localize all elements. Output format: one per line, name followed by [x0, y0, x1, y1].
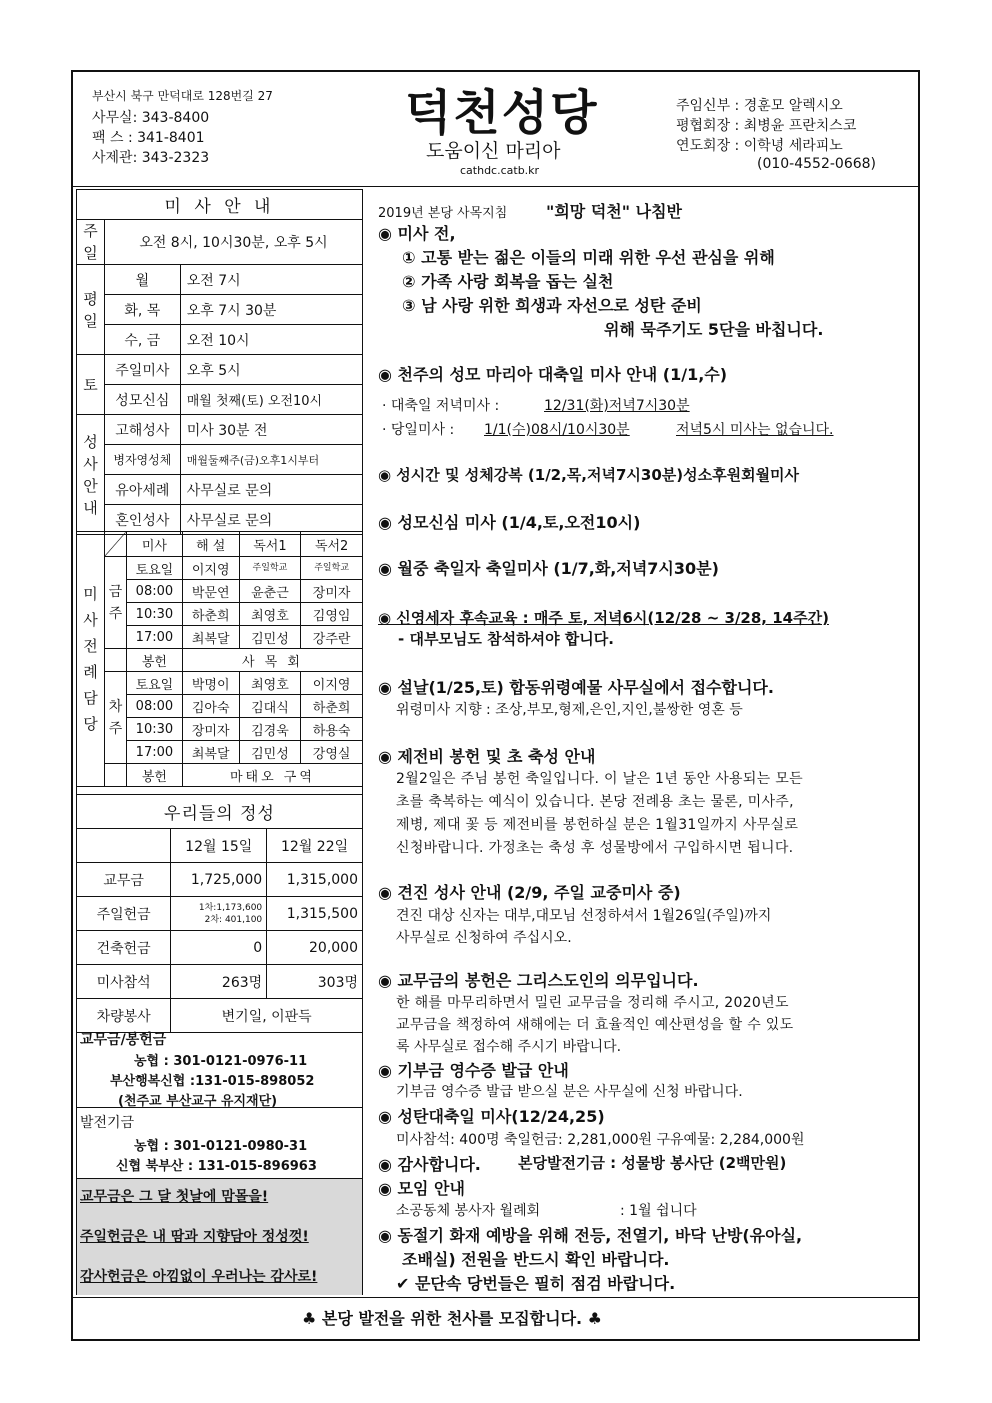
notice-holy-hour: ◉ 성시간 및 성체강복 (1/2,목,저녁7시30분)성소후원회월미사	[378, 466, 800, 484]
roster-cell: 이지영	[301, 672, 363, 695]
sacrament-name: 유아세례	[104, 475, 180, 505]
parish-url[interactable]: cathdc.catb.kr	[460, 164, 540, 177]
week2-label: 차 주	[104, 672, 126, 764]
notice-marian-mass: ◉ 성모신심 미사 (1/4,토,오전10시)	[378, 513, 641, 532]
sunday-label: 주 일	[77, 220, 105, 265]
offering-group: 사 목 회	[182, 649, 362, 672]
sacrament-name: 병자영성체	[104, 445, 180, 475]
slogan: 교무금은 그 달 첫날에 맘몰을!	[80, 1189, 269, 1205]
parish-title: 덕천성당	[405, 85, 599, 141]
roster-cell: 08:00	[126, 695, 182, 718]
roster-cell: 토요일	[126, 672, 182, 695]
footer-recruit: ♣ 본당 발전을 위한 천사를 모집합니다. ♣	[302, 1309, 603, 1328]
finance-value: 20,000	[267, 931, 363, 965]
roster-cell: 장미자	[301, 580, 363, 603]
notice-dues-text: 록 사무실로 접수해 주시기 바랍니다.	[396, 1039, 622, 1055]
roster-cell: 윤춘근	[239, 580, 301, 603]
roster-cell: 주일학교	[301, 557, 363, 580]
saturday-item: 주일미사	[104, 355, 180, 385]
notice-candles-text: 제병, 제대 꽃 등 제전비를 봉헌하실 분은 1월31일까지 사무실로	[396, 817, 799, 833]
notice-thanks-text: 본당발전기금 : 성물방 봉사단 (2백만원)	[518, 1154, 787, 1172]
finance-value: 263명	[171, 965, 267, 999]
weekday-label: 평 일	[77, 265, 105, 355]
finance-label: 주일헌금	[77, 897, 171, 931]
roster-cell: 김민성	[239, 741, 301, 764]
no-evening-mass: 저녁5시 미사는 없습니다.	[676, 422, 834, 438]
prayer-intent-cont: 위해 묵주기도 5단을 바칩니다.	[604, 320, 824, 339]
finance-col2: 12월 22일	[267, 829, 363, 863]
dues-account-1: 농협 : 301-0121-0976-11	[134, 1054, 308, 1069]
notice-meeting: ◉ 모임 안내	[378, 1179, 465, 1198]
week1-label: 금 주	[104, 557, 126, 649]
roster-header: 미사	[126, 532, 182, 557]
region-head-phone: (010-4552-0668)	[757, 156, 877, 172]
slogan: 주일헌금은 내 땀과 지향담아 정성껏!	[80, 1229, 309, 1245]
prayer-intent: ② 가족 사랑 회복을 돕는 실천	[402, 272, 614, 291]
notice-meeting-text: 소공동체 봉사자 월례회	[396, 1203, 541, 1219]
notice-candles-text: 초를 축복하는 예식이 있습니다. 본당 전례용 초는 물론, 미사주,	[396, 794, 794, 810]
roster-cell: 김경욱	[239, 718, 301, 741]
roster-cell: 강주란	[301, 626, 363, 649]
sacrament-name: 혼인성사	[104, 505, 180, 535]
weekday-time: 오전 10시	[180, 325, 362, 355]
notice-neophyte-sub: - 대부모님도 참석하셔야 합니다.	[398, 630, 614, 648]
parish-address: 부산시 북구 만덕대로 128번길 27	[92, 89, 273, 103]
notice-dues-text: 교무금을 책정하여 새해에는 더 효율적인 예산편성을 할 수 있도	[396, 1017, 794, 1033]
liturgy-roster-table	[76, 531, 363, 787]
saturday-time: 매월 첫째(토) 오전10시	[180, 385, 362, 415]
notice-fire: ◉ 동절기 화재 예방을 위해 전등, 전열기, 바닥 난방(유아실,	[378, 1226, 803, 1245]
finance-label: 건축헌금	[77, 931, 171, 965]
roster-cell: 김대식	[239, 695, 301, 718]
finance-title: 우리들의 정성	[77, 795, 363, 829]
roster-cell: 김아숙	[182, 695, 239, 718]
region-head: 연도회장 : 이학녕 세라피노	[676, 138, 843, 154]
saturday-time: 오후 5시	[180, 355, 362, 385]
mass-title: 미 사 안 내	[77, 190, 363, 220]
notice-receipt: ◉ 기부금 영수증 발급 안내	[378, 1061, 569, 1080]
finance-value: 1,315,000	[267, 863, 363, 897]
notice-candles-text: 2월2일은 주님 봉헌 축일입니다. 이 날은 1년 동안 사용되는 모든	[396, 771, 803, 787]
sacrament-info: 미사 30분 전	[180, 415, 362, 445]
finance-col1: 12월 15일	[171, 829, 267, 863]
header-divider	[71, 186, 920, 187]
dev-account-2: 신협 북부산 : 131-015-896963	[116, 1159, 317, 1174]
weekday-day: 수, 금	[104, 325, 180, 355]
roster-cell: 토요일	[126, 557, 182, 580]
notice-meeting-status: : 1월 쉽니다	[620, 1203, 697, 1219]
slogan: 감사헌금은 아낌없이 우러나는 감사로!	[80, 1269, 318, 1285]
rectory-phone: 사제관: 343-2323	[92, 150, 210, 166]
roster-cell: 장미자	[182, 718, 239, 741]
roster-cell: 08:00	[126, 580, 182, 603]
roster-cell: 최복달	[182, 626, 239, 649]
sunday-times: 오전 8시, 10시30분, 오후 5시	[104, 220, 362, 265]
before-mass: ◉ 미사 전,	[378, 224, 456, 243]
finance-value: 303명	[267, 965, 363, 999]
eve-mass-label: · 대축일 저녁미사 :	[382, 398, 500, 414]
notice-lunar-new-year: ◉ 설날(1/25,토) 합동위령예물 사무실에서 접수합니다.	[378, 678, 774, 697]
roster-cell: 김민성	[239, 626, 301, 649]
dev-title: 발전기금	[80, 1115, 135, 1131]
offering-label: 봉헌	[126, 764, 182, 787]
mass-schedule-table	[76, 189, 363, 535]
notice-christmas: ◉ 성탄대축일 미사(12/24,25)	[378, 1107, 605, 1126]
roster-header: 해 설	[182, 532, 239, 557]
sacrament-name: 고해성사	[104, 415, 180, 445]
notice-feast-mass: ◉ 월중 축일자 축일미사 (1/7,화,저녁7시30분)	[378, 559, 719, 578]
roster-cell: 김영임	[301, 603, 363, 626]
finance-label: 차량봉사	[77, 999, 171, 1033]
finance-value: 1,315,500	[267, 897, 363, 931]
sacrament-info: 매월둘째주(금)오후1시부터	[180, 445, 362, 475]
notice-solemnity: ◉ 천주의 성모 마리아 대축일 미사 안내 (1/1,수)	[378, 365, 728, 384]
notice-fire-cont: 조배실) 전원을 반드시 확인 바랍니다.	[402, 1250, 670, 1269]
prayer-intent: ③ 남 사랑 위한 희생과 자선으로 성탄 준비	[402, 296, 702, 315]
finance-table	[76, 794, 363, 1033]
sacrament-info: 사무실로 문의	[180, 505, 362, 535]
sunday-first: 1차:1,173,600	[198, 902, 263, 913]
notice-confirmation: ◉ 견진 성사 안내 (2/9, 주일 교중미사 중)	[378, 883, 681, 902]
notice-candles-text: 신청바랍니다. 가정초는 축성 후 성물방에서 구입하시면 됩니다.	[396, 840, 794, 856]
notice-confirmation-text: 사무실로 신청하여 주십시오.	[396, 930, 572, 946]
pastoral-motto: "희망 덕천" 나침반	[546, 202, 683, 221]
pastoral-prefix: 2019년 본당 사목지침	[378, 206, 508, 221]
offering-label: 봉헌	[126, 649, 182, 672]
roster-cell: 하춘희	[301, 695, 363, 718]
dues-account-3: (천주교 부산교구 유지재단)	[118, 1094, 278, 1109]
weekday-time: 오후 7시 30분	[180, 295, 362, 325]
notice-candles: ◉ 제전비 봉헌 및 초 축성 안내	[378, 747, 596, 766]
prayer-intent: ① 고통 받는 젊은 이들의 미래 위한 우선 관심을 위해	[402, 248, 775, 267]
office-phone: 사무실: 343-8400	[92, 110, 210, 126]
roster-corner	[104, 532, 126, 557]
dues-title: 교무금/봉헌금	[80, 1032, 167, 1048]
notice-lunar-sub: 위령미사 지향 : 조상,부모,형제,은인,지인,불쌍한 영혼 등	[396, 702, 743, 718]
weekday-day: 월	[104, 265, 180, 295]
finance-label: 미사참석	[77, 965, 171, 999]
notice-christmas-text: 미사참석: 400명 축일헌금: 2,281,000원 구유예물: 2,284,000원	[396, 1132, 805, 1148]
notice-neophyte: ◉ 신영세자 후속교육 : 매주 토, 저녁6시(12/28 ~ 3/28, 14주간)	[378, 609, 829, 627]
roster-cell: 최복달	[182, 741, 239, 764]
footer-divider	[71, 1297, 920, 1298]
roster-side-label: 미 사 전 례 담 당	[77, 532, 105, 787]
sacrament-info: 사무실로 문의	[180, 475, 362, 505]
weekday-time: 오전 7시	[180, 265, 362, 295]
dues-account-2: 부산행복신협 :131-015-898052	[110, 1074, 315, 1089]
notice-lock: ✔ 문단속 당번들은 필히 점검 바랍니다.	[396, 1274, 676, 1293]
roster-header: 독서2	[301, 532, 363, 557]
pastor: 주임신부 : 경훈모 알렉시오	[676, 98, 843, 114]
finance-label: 교무금	[77, 863, 171, 897]
roster-cell: 강영실	[301, 741, 363, 764]
roster-cell: 최영호	[239, 603, 301, 626]
finance-value: 1,725,000	[171, 863, 267, 897]
roster-cell: 주일학교	[239, 557, 301, 580]
roster-cell: 박문연	[182, 580, 239, 603]
fax-number: 팩 스 : 341-8401	[92, 130, 205, 146]
notice-dues: ◉ 교무금의 봉헌은 그리스도인의 의무입니다.	[378, 971, 699, 990]
car-volunteers: 변기일, 이판득	[171, 999, 363, 1033]
parish-subtitle: 도움이신 마리아	[426, 140, 561, 162]
weekday-day: 화, 목	[104, 295, 180, 325]
roster-cell: 하용숙	[301, 718, 363, 741]
notice-receipt-text: 기부금 영수증 발급 받으실 분은 사무실에 신청 바랍니다.	[396, 1084, 743, 1100]
sunday-second: 2차: 401,100	[204, 914, 263, 925]
roster-header: 독서1	[239, 532, 301, 557]
roster-cell: 10:30	[126, 603, 182, 626]
roster-cell: 이지영	[182, 557, 239, 580]
day-mass-label: · 당일미사 :	[382, 422, 455, 438]
notice-thanks: ◉ 감사합니다.	[378, 1155, 481, 1174]
offering-group: 마태오 구역	[182, 764, 362, 787]
roster-cell: 17:00	[126, 741, 182, 764]
saturday-label: 토	[77, 355, 105, 415]
dev-account-1: 농협 : 301-0121-0980-31	[134, 1139, 308, 1154]
sacrament-label: 성 사 안 내	[77, 415, 105, 535]
notice-dues-text: 한 해를 마무리하면서 밀린 교무금을 정리해 주시고, 2020년도	[396, 995, 789, 1011]
roster-cell: 10:30	[126, 718, 182, 741]
council-head: 평협회장 : 최병윤 프란치스코	[676, 118, 857, 134]
saturday-item: 성모신심	[104, 385, 180, 415]
eve-mass-time: 12/31(화)저녁7시30분	[544, 398, 690, 414]
roster-cell: 박명이	[182, 672, 239, 695]
roster-cell: 17:00	[126, 626, 182, 649]
roster-cell: 하춘희	[182, 603, 239, 626]
day-mass-time: 1/1(수)08시/10시30분	[484, 422, 630, 438]
notice-confirmation-text: 견진 대상 신자는 대부,대모님 선정하셔서 1월26일(주일)까지	[396, 908, 772, 924]
roster-cell: 최영호	[239, 672, 301, 695]
finance-value: 0	[171, 931, 267, 965]
